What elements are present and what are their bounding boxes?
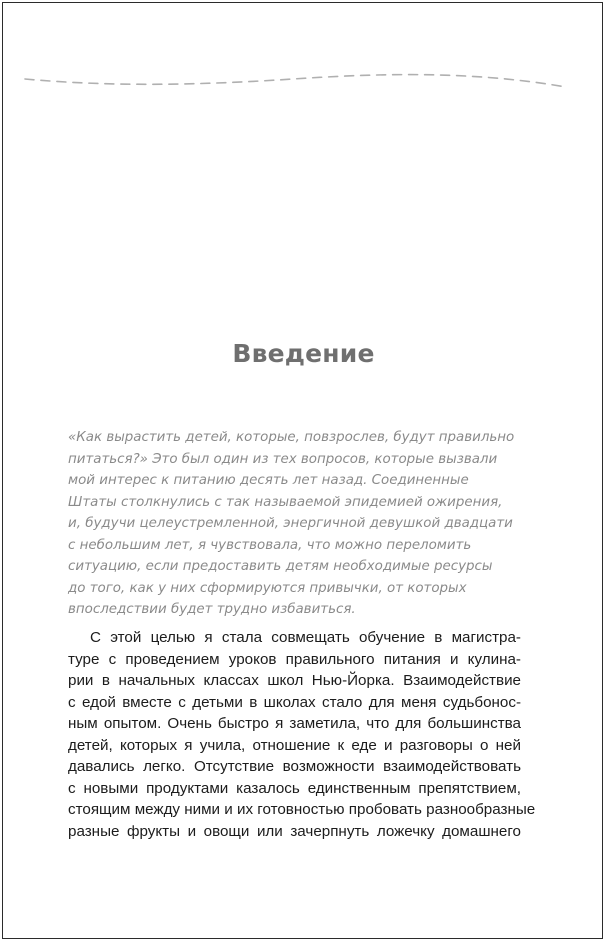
- epigraph-line: Штаты столкнулись с так называемой эпидемией ожирения,: [68, 494, 503, 510]
- epigraph-line: с небольшим лет, я чувствовала, что можно переломить: [68, 537, 472, 553]
- body-paragraph: [68, 627, 536, 842]
- body-line: стоящим между ними и их готовностью пробовать разнообразные: [68, 801, 536, 818]
- epigraph-line: питаться?» Это был один из тех вопросов, которые вызвали: [68, 451, 498, 467]
- body-line: ным опытом. Очень быстро я заметила, что для большинства: [68, 715, 521, 732]
- book-page: [2, 2, 603, 939]
- epigraph-paragraph: [68, 427, 538, 621]
- body-line: с едой вместе с детьми в школах стало для меня судьбонос-: [68, 693, 521, 711]
- body-line: рии в начальных классах школ Нью-Йорка. Взаимодействие: [68, 672, 521, 689]
- epigraph-line: мой интерес к питанию десять лет назад. Соединенные: [68, 473, 469, 488]
- epigraph-line: ситуацию, если предоставить детям необходимые ресурсы: [68, 559, 493, 574]
- chapter-title: Введение: [232, 339, 375, 368]
- decorative-wave-divider: [23, 69, 568, 93]
- epigraph-line: до того, как у них сформируются привычки, от которых: [68, 580, 467, 596]
- body-line: с новыми продуктами казалось единственным препятствием,: [68, 779, 521, 797]
- body-line: давались легко. Отсутствие возможности взаимодействовать: [68, 758, 521, 775]
- epigraph-line: впоследствии будет трудно избавиться.: [68, 602, 356, 617]
- body-line: туре с проведением уроков правильного питания и кулина-: [68, 650, 521, 668]
- body-line: разные фрукты и овощи или зачерпнуть ложечку домашнего: [68, 822, 521, 840]
- epigraph-line: «Как вырастить детей, которые, повзрослев, будут правильно: [68, 430, 515, 445]
- body-line: детей, которых я учила, отношение к еде и разговоры о ней: [68, 736, 521, 754]
- epigraph-line: и, будучи целеустремленной, энергичной девушкой двадцати: [68, 516, 513, 531]
- body-line: С этой целью я стала совмещать обучение в магистра-: [90, 629, 521, 646]
